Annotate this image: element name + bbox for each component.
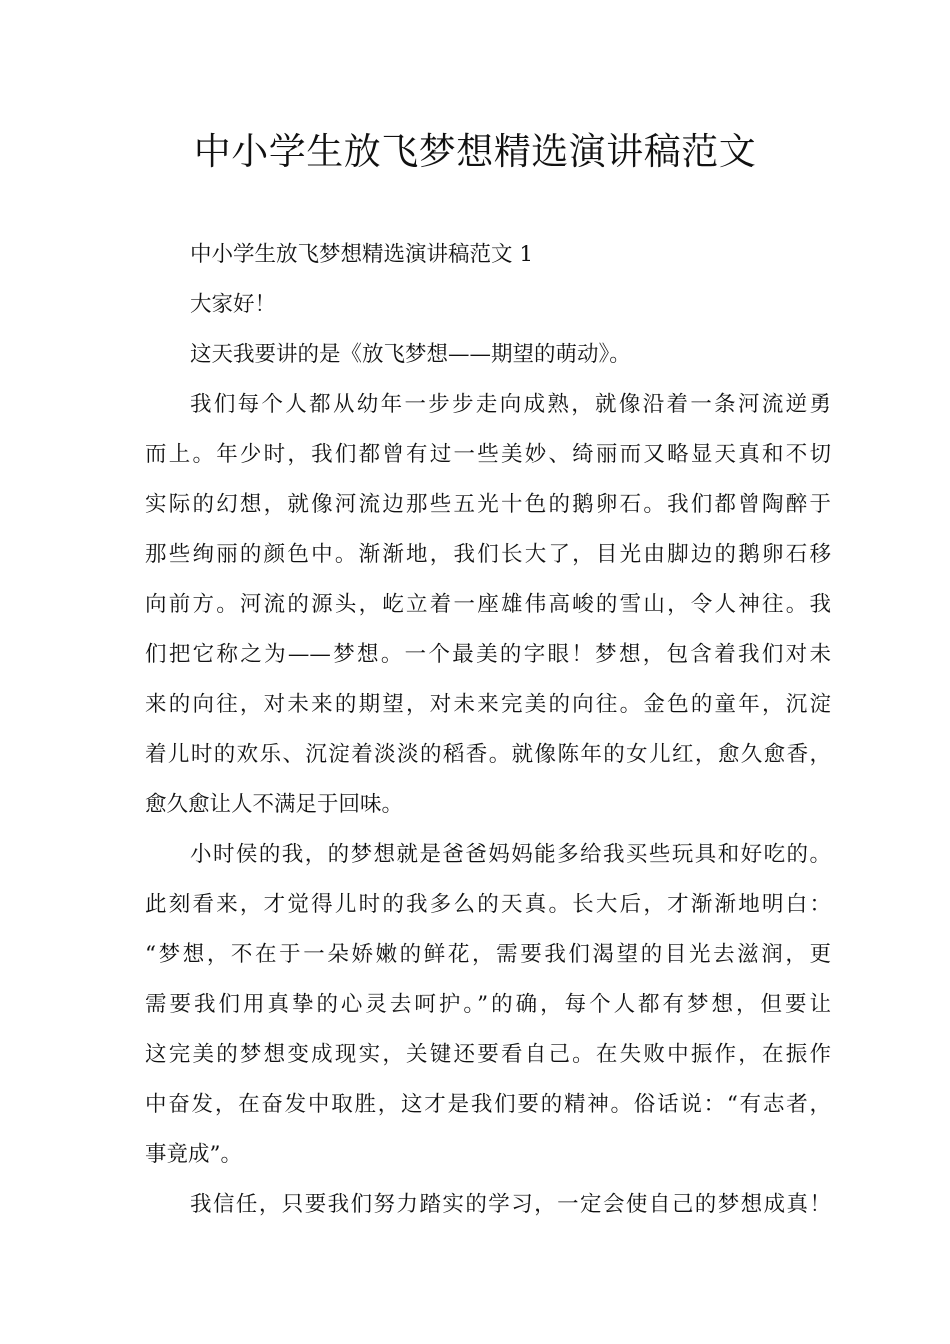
text-line: 中奋发，在奋发中取胜，这才是我们要的精神。俗话说：“有志者，	[145, 1092, 831, 1117]
text-line: 那些绚丽的颜色中。渐渐地，我们长大了，目光由脚边的鹅卵石移	[145, 542, 831, 567]
text-line: “梦想，不在于一朵娇嫩的鲜花，需要我们渴望的目光去滋润，更	[145, 942, 831, 967]
text-line: 此刻看来，才觉得儿时的我多么的天真。长大后，才渐渐地明白：	[145, 892, 831, 917]
document-body	[145, 230, 831, 1230]
text-line: 而上。年少时，我们都曾有过一些美妙、绮丽而又略显天真和不切	[145, 442, 831, 467]
text-line: 大家好！	[190, 292, 277, 317]
text-line: 需要我们用真挚的心灵去呵护。”的确，每个人都有梦想，但要让	[145, 992, 831, 1017]
text-line: 我们每个人都从幼年一步步走向成熟，就像沿着一条河流逆勇	[190, 392, 831, 417]
text-line: 小时侯的我，的梦想就是爸爸妈妈能多给我买些玩具和好吃的。	[190, 842, 831, 867]
text-line: 这天我要讲的是《放飞梦想——期望的萌动》。	[190, 342, 631, 367]
text-line: 着儿时的欢乐、沉淀着淡淡的稻香。就像陈年的女儿红，愈久愈香，	[145, 742, 831, 767]
text-line: 愈久愈让人不满足于回味。	[145, 792, 404, 817]
text-line: 们把它称之为——梦想。一个最美的字眼！梦想，包含着我们对未	[145, 642, 831, 667]
text-line: 来的向往，对未来的期望，对未来完美的向往。金色的童年，沉淀	[145, 692, 831, 717]
text-line: 实际的幻想，就像河流边那些五光十色的鹅卵石。我们都曾陶醉于	[145, 492, 831, 517]
text-line: 我信任，只要我们努力踏实的学习，一定会使自己的梦想成真！	[190, 1192, 831, 1217]
text-line: 这完美的梦想变成现实，关键还要看自己。在失败中振作，在振作	[145, 1042, 831, 1067]
text-line: 向前方。河流的源头，屹立着一座雄伟高峻的雪山，令人神往。我	[145, 592, 831, 617]
text-line: 中小学生放飞梦想精选演讲稿范文 1	[190, 242, 534, 267]
document-title: 中小学生放飞梦想精选演讲稿范文	[193, 130, 757, 173]
text-line: 事竟成”。	[145, 1142, 242, 1167]
